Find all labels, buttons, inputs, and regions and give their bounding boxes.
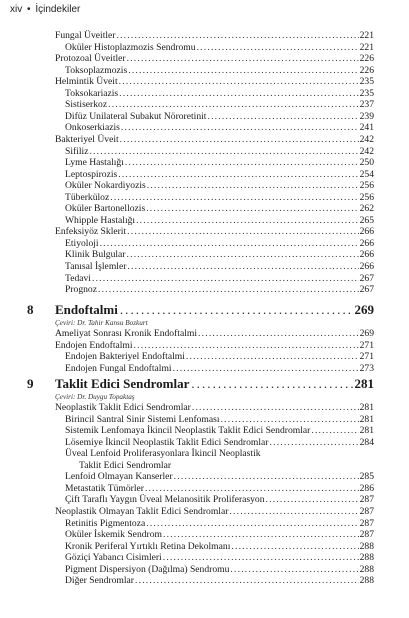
- toc-entry-page: 226: [359, 64, 374, 76]
- toc-subsection-entry: [65, 529, 374, 540]
- toc-subsection-entry: [65, 471, 374, 482]
- toc-entry-title: Oküler Bartonellozis: [65, 203, 146, 215]
- toc-entry-title: Taklit Edici Sendromlar: [79, 459, 172, 471]
- toc-entry-title: Birincil Santral Sinir Sistemi Lenfoması: [65, 413, 220, 425]
- toc-entry-page: 286: [359, 482, 374, 494]
- toc-entry-title: Difüz Unilateral Subakut Nöroretinit: [65, 110, 207, 122]
- toc-leader-dots: [231, 541, 358, 552]
- toc-leader-dots: [207, 111, 358, 122]
- toc-subsection-entry: [65, 111, 374, 122]
- toc-leader-dots: [197, 42, 359, 53]
- toc-leader-dots: [121, 122, 359, 133]
- toc-entry-page: 226: [359, 53, 374, 65]
- toc-entry-title: Sistiserkoz: [65, 99, 108, 111]
- toc-entry-page: 287: [359, 505, 374, 517]
- toc-section-entry: [55, 402, 374, 413]
- toc-subsection-entry: [65, 192, 374, 203]
- header-title: İçindekiler: [35, 4, 81, 15]
- toc-entry-title: Endojen Bakteriyel Endoftalmi: [65, 351, 185, 363]
- toc-subsection-entry: [65, 575, 374, 586]
- header-page-number: xiv: [10, 4, 23, 15]
- chapter-number: 8: [27, 302, 34, 317]
- toc-leader-dots: [98, 284, 359, 295]
- toc-subsection-entry: [65, 249, 374, 260]
- toc-subsection-entry: [65, 180, 374, 191]
- toc-entry-title: Onkoserkiazis: [65, 122, 120, 134]
- toc-leader-dots: [134, 340, 359, 351]
- toc-subsection-entry: [65, 65, 374, 76]
- toc-subsection-entry: [65, 215, 374, 226]
- toc-subsection-entry: [65, 448, 374, 459]
- toc-entry-page: 266: [359, 261, 374, 272]
- toc-entry-page: 285: [359, 471, 374, 483]
- toc-subsection-entry: [65, 552, 374, 563]
- toc-entry-page: 242: [359, 145, 374, 157]
- toc-entry-title: Klinik Bulgular: [65, 249, 126, 261]
- toc-entry-page: 287: [359, 529, 374, 541]
- toc-entry-title: Sistemik Lenfomaya İkincil Neoplastik Taklit Edici Sendromlar: [65, 425, 311, 437]
- toc-entry-title: Prognoz: [65, 284, 97, 296]
- toc-entry-page: 250: [359, 157, 374, 169]
- toc-section-entry: [55, 76, 374, 87]
- toc-leader-dots: [108, 99, 359, 110]
- toc-entry-page: 221: [359, 30, 374, 41]
- toc-leader-dots: [221, 414, 359, 425]
- toc-subsection-entry: [65, 541, 374, 552]
- toc-entry-title: Üveal Lenfoid Proliferasyonlara İkincil Neoplastik: [65, 448, 261, 460]
- toc-entry-title: Lösemiye İkincil Neoplastik Taklit Edici Sendromlar: [65, 436, 269, 448]
- toc-section-entry: [55, 340, 374, 351]
- toc-section-entry: [55, 226, 374, 237]
- toc-entry-page: 287: [359, 494, 374, 506]
- toc-leader-dots: [147, 180, 359, 191]
- toc-entry-title: Kronik Periferal Yırtıklı Retina Dekolmanı: [65, 540, 231, 552]
- toc-entry-title: Tanısal İşlemler: [65, 261, 127, 272]
- toc-entry-page: 256: [359, 180, 374, 192]
- toc-entry-page: 284: [359, 436, 374, 448]
- chapter-heading: [27, 376, 374, 392]
- toc-leader-dots: [127, 53, 359, 64]
- toc-subsection-entry: [65, 88, 374, 99]
- toc-entry-title: Whipple Hastalığı: [65, 214, 136, 226]
- toc-subsection-entry: [65, 273, 374, 284]
- toc-leader-dots: [266, 494, 359, 505]
- toc-leader-dots: [198, 328, 359, 339]
- toc-leader-dots: [186, 351, 359, 362]
- toc-leader-dots: [119, 88, 358, 99]
- toc-entry-page: 266: [359, 249, 374, 261]
- toc-subsection-entry: [65, 146, 374, 157]
- toc-entry-title: Leptospirozis: [65, 168, 118, 180]
- toc-entry-page: 271: [359, 351, 374, 363]
- toc-entry-title: Protozoal Üveitler: [55, 53, 126, 65]
- toc-entry-title: Lenfoid Olmayan Kanserler: [65, 471, 173, 483]
- toc-section-entry: [55, 506, 374, 517]
- toc-subsection-entry: [65, 42, 374, 53]
- chapter-title: Endoftalmi: [55, 302, 118, 317]
- toc-leader-dots: [136, 215, 359, 226]
- toc-entry-title: Bakteriyel Üveit: [55, 133, 119, 145]
- toc-entry-page: 221: [359, 41, 374, 53]
- toc-leader-dots: [145, 483, 359, 494]
- chapter-number: 9: [27, 376, 34, 391]
- toc-leader-dots: [119, 76, 359, 87]
- toc-section-entry: [55, 134, 374, 145]
- toc-subsection-entry: [65, 351, 374, 362]
- toc-leader-dots: [192, 402, 359, 413]
- toc-leader-dots: [92, 273, 359, 284]
- toc-leader-dots: [89, 146, 358, 157]
- chapter-title: Taklit Edici Sendromlar: [55, 376, 190, 391]
- toc-entry-title: Toksoplazmozis: [65, 64, 128, 76]
- toc-entry-title: Diğer Sendromlar: [65, 575, 135, 587]
- toc-entry-title: Fungal Üveitler: [55, 30, 116, 41]
- running-header: [10, 4, 80, 15]
- header-bullet: •: [27, 4, 31, 15]
- toc-leader-dots: [163, 552, 359, 563]
- toc-entry-page: 241: [359, 122, 374, 134]
- toc-subsection-entry: [65, 518, 374, 529]
- toc-entry-title: Lyme Hastalığı: [65, 157, 124, 169]
- toc-entry-title: Oküler İskemik Sendrom: [65, 529, 162, 541]
- toc-entry-title: Enfeksiyöz Sklerit: [55, 226, 127, 238]
- toc-leader-dots: [135, 575, 359, 586]
- toc-entry-title: Metastatik Tümörler: [65, 482, 144, 494]
- toc-leader-dots: [128, 65, 358, 76]
- toc-leader-dots: [100, 238, 359, 249]
- toc-entry-page: 288: [359, 552, 374, 564]
- toc-leader-dots: [173, 363, 359, 374]
- toc-entry-title: Ameliyat Sonrası Kronik Endoftalmi: [55, 328, 198, 339]
- toc-entry-page: 288: [359, 540, 374, 552]
- toc-entry-title: Tedavi: [65, 272, 91, 284]
- toc-leader-dots: [125, 157, 359, 168]
- toc-subsection-entry: [65, 494, 374, 505]
- toc-section-entry: [55, 30, 374, 41]
- toc-entry-page: 271: [359, 339, 374, 351]
- toc-entry-page: 266: [359, 226, 374, 238]
- toc-leader-dots: [311, 425, 358, 436]
- toc-entry-title: Pigment Dispersiyon (Dağılma) Sendromu: [65, 563, 230, 575]
- toc-leader-dots: [127, 261, 358, 272]
- toc-leader-dots: [174, 471, 359, 482]
- toc-entry-page: 262: [359, 203, 374, 215]
- toc-entry-page: 267: [359, 284, 374, 296]
- toc-leader-dots: [127, 249, 359, 260]
- toc-subsection-entry: [65, 284, 374, 295]
- chapter-leader-dots: [191, 376, 352, 392]
- toc-entry-page: 269: [359, 328, 374, 339]
- chapter-leader-dots: [120, 302, 353, 318]
- toc-leader-dots: [229, 506, 358, 517]
- toc-subsection-entry: [65, 564, 374, 575]
- toc-entry-page: 235: [359, 76, 374, 88]
- toc-leader-dots: [116, 30, 358, 41]
- toc-leader-dots: [146, 203, 358, 214]
- chapter-page: 281: [354, 376, 374, 391]
- toc-subsection-entry: [65, 203, 374, 214]
- toc-entry-page: 281: [359, 425, 374, 437]
- toc-entry-page: 254: [359, 168, 374, 180]
- toc-entry-title: Tüberküloz: [65, 191, 110, 203]
- toc-subsection-entry: [65, 437, 374, 448]
- toc-subsection-entry: [65, 363, 374, 374]
- toc-subsection-entry: [65, 238, 374, 249]
- toc-entry-page: 239: [359, 110, 374, 122]
- toc-subsection-entry: [65, 261, 374, 272]
- toc-entry-title: Etiyoloji: [65, 237, 99, 249]
- toc-leader-dots: [270, 437, 359, 448]
- toc-subsection-entry: [65, 414, 374, 425]
- toc-entry-title: Neoplastik Olmayan Taklit Edici Sendromlar: [55, 505, 229, 517]
- toc-entry-title: Endojen Endoftalmi: [55, 339, 133, 351]
- toc-leader-dots: [110, 192, 358, 203]
- toc-entry-title: Çift Taraflı Yaygın Üveal Melanositik Proliferasyon: [65, 494, 265, 506]
- toc-subsection-entry: [65, 122, 374, 133]
- toc-entry-page: 273: [359, 362, 374, 374]
- toc-entry-page: 256: [359, 191, 374, 203]
- toc-entry-page: 265: [359, 214, 374, 226]
- toc-entry-page: 281: [359, 413, 374, 425]
- toc-entry-page: 288: [359, 575, 374, 587]
- toc-entry-page: 266: [359, 237, 374, 249]
- toc-entry-page: 267: [359, 272, 374, 284]
- toc-subsection-entry: [79, 460, 374, 471]
- toc-section-entry: [55, 328, 374, 339]
- toc-entry-title: Göziçi Yabancı Cisimleri: [65, 552, 162, 564]
- toc-entry-page: 287: [359, 517, 374, 529]
- toc-entry-title: Helmintik Üveit: [55, 76, 118, 88]
- toc-subsection-entry: [65, 425, 374, 436]
- toc-leader-dots: [163, 529, 359, 540]
- toc-entry-page: 242: [359, 133, 374, 145]
- toc-entry-title: Endojen Fungal Endoftalmi: [65, 362, 172, 374]
- toc-subsection-entry: [65, 483, 374, 494]
- toc-entry-page: 281: [359, 402, 374, 413]
- toc-leader-dots: [120, 134, 359, 145]
- toc-leader-dots: [230, 564, 358, 575]
- toc-entry-title: Oküler Nokardiyozis: [65, 180, 146, 192]
- toc-entry-title: Retinitis Pigmentoza: [65, 517, 146, 529]
- toc-entry-page: 235: [359, 87, 374, 99]
- toc-entry-title: Neoplastik Taklit Edici Sendromlar: [55, 402, 191, 413]
- toc-leader-dots: [127, 226, 358, 237]
- toc-section-entry: [55, 53, 374, 64]
- toc-leader-dots: [118, 169, 358, 180]
- toc-leader-dots: [146, 518, 358, 529]
- toc-entry-title: Sifiliz: [65, 145, 89, 157]
- toc-entry-page: 237: [359, 99, 374, 111]
- toc-subsection-entry: [65, 99, 374, 110]
- toc-entry-title: Toksokariazis: [65, 87, 119, 99]
- toc-entry-title: Oküler Histoplazmozis Sendromu: [65, 41, 196, 53]
- toc-entry-page: 288: [359, 563, 374, 575]
- chapter-heading: [27, 302, 374, 318]
- chapter-translator: Çeviri: Dr. Duygu Topaktaş: [55, 393, 135, 401]
- toc-subsection-entry: [65, 157, 374, 168]
- toc-subsection-entry: [65, 169, 374, 180]
- chapter-page: 269: [354, 302, 374, 317]
- chapter-translator: Çeviri: Dr. Tahir Kansu Bozkurt: [55, 319, 148, 327]
